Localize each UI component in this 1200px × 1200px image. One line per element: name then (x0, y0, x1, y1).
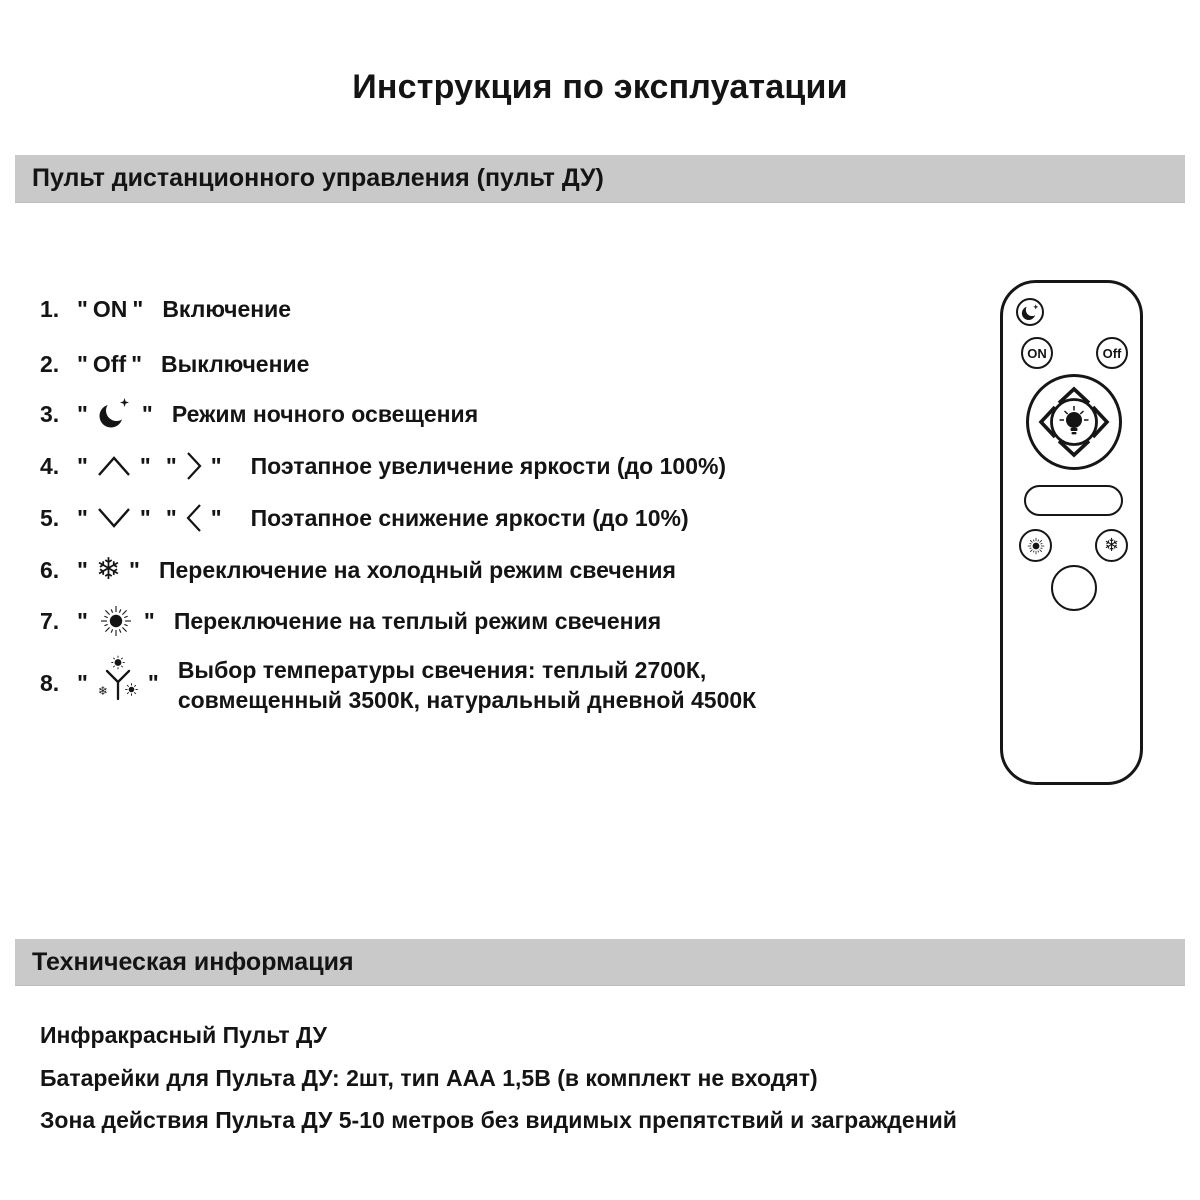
quote-mark: " (131, 350, 143, 377)
quote-mark: " (165, 504, 177, 531)
quote-mark: " (77, 350, 88, 377)
on-key-label: ON (92, 295, 128, 322)
item-number: 6. (40, 556, 60, 583)
item-text-line1: Выбор температуры свечения: теплый 2700К, (177, 657, 707, 683)
sun-icon (1025, 535, 1047, 557)
warm-mode-button (1019, 529, 1052, 562)
item-text: Режим ночного освещения (171, 400, 479, 427)
item-text: Поэтапное увеличение яркости (до 100%) (250, 452, 727, 479)
quote-mark: " (147, 670, 159, 696)
instruction-item-6 (40, 548, 676, 592)
instruction-item-7 (40, 599, 661, 643)
quote-mark: " (77, 295, 88, 322)
chevron-right-icon (185, 450, 203, 482)
quote-mark: " (139, 452, 151, 479)
quote-mark: " (210, 504, 222, 531)
quote-mark: " (165, 452, 177, 479)
item-text: Поэтапное снижение яркости (до 10%) (250, 504, 689, 531)
dpad-control (1025, 373, 1123, 471)
instruction-item-8 (40, 655, 756, 719)
cold-mode-button (1095, 529, 1128, 562)
instruction-item-4 (40, 444, 726, 488)
item-number: 1. (40, 295, 60, 322)
item-text: Выключение (161, 350, 310, 377)
instruction-item-5 (40, 496, 689, 540)
chevron-up-icon (96, 454, 132, 478)
crescent-moon-icon (96, 396, 134, 432)
off-key-label: Off (92, 350, 127, 377)
item-text: Включение (162, 295, 292, 322)
quote-mark: " (143, 607, 155, 634)
snowflake-icon: ❄ (95, 552, 122, 587)
off-button (1096, 337, 1128, 369)
item-text-block (178, 655, 756, 715)
section-header-remote (15, 155, 1185, 203)
item-number: 3. (40, 400, 60, 427)
item-number: 8. (40, 670, 60, 696)
instruction-item-2 (40, 342, 309, 386)
instruction-item-1 (40, 287, 291, 331)
on-button (1021, 337, 1053, 369)
quote-mark: " (141, 400, 153, 427)
tech-info-line-1: Инфракрасный Пульт ДУ (40, 1022, 327, 1048)
night-mode-button (1016, 298, 1044, 326)
pill-button (1024, 485, 1123, 516)
item-text-line2: совмещенный 3500К, натуральный дневной 4500К (177, 687, 757, 713)
page-title: Инструкция по эксплуатации (352, 68, 848, 106)
mini-snowflake-glyph: ❄ (97, 684, 108, 698)
sun-icon (96, 601, 136, 641)
off-button-label: Off (1102, 345, 1122, 361)
item-text: Переключение на холодный режим свечения (158, 556, 676, 583)
item-number: 5. (40, 504, 60, 531)
quote-mark: " (210, 452, 222, 479)
chevron-down-icon (96, 506, 132, 530)
crescent-moon-icon (1020, 302, 1041, 323)
instruction-item-3 (40, 392, 478, 436)
on-button-label: ON (1027, 345, 1047, 361)
snowflake-icon: ❄ (1103, 534, 1120, 556)
quote-mark: " (139, 504, 151, 531)
chevron-left-icon (185, 502, 203, 534)
quote-mark: " (77, 400, 88, 427)
item-number: 4. (40, 452, 60, 479)
color-temperature-select-icon (96, 655, 140, 703)
tech-info-line-3: Зона действия Пульта ДУ 5-10 метров без видимых препятствий и заграждений (40, 1107, 957, 1133)
quote-mark: " (77, 556, 88, 583)
item-number: 7. (40, 607, 60, 634)
section-header-tech (15, 939, 1185, 986)
item-text: Переключение на теплый режим свечения (173, 607, 662, 634)
quote-mark: " (77, 452, 88, 479)
section-header-tech-label: Техническая информация (32, 947, 354, 976)
tech-info-line-2: Батарейки для Пульта ДУ: 2шт, тип ААА 1,5В (в комплект не входят) (40, 1065, 818, 1091)
quote-mark: " (77, 607, 88, 634)
round-button (1051, 565, 1097, 611)
quote-mark: " (77, 670, 88, 696)
quote-mark: " (77, 504, 88, 531)
quote-mark: " (132, 295, 144, 322)
section-header-remote-label: Пульт дистанционного управления (пульт ДУ) (32, 164, 604, 192)
remote-control-illustration (1000, 280, 1143, 785)
item-number: 2. (40, 350, 60, 377)
quote-mark: " (129, 556, 140, 583)
